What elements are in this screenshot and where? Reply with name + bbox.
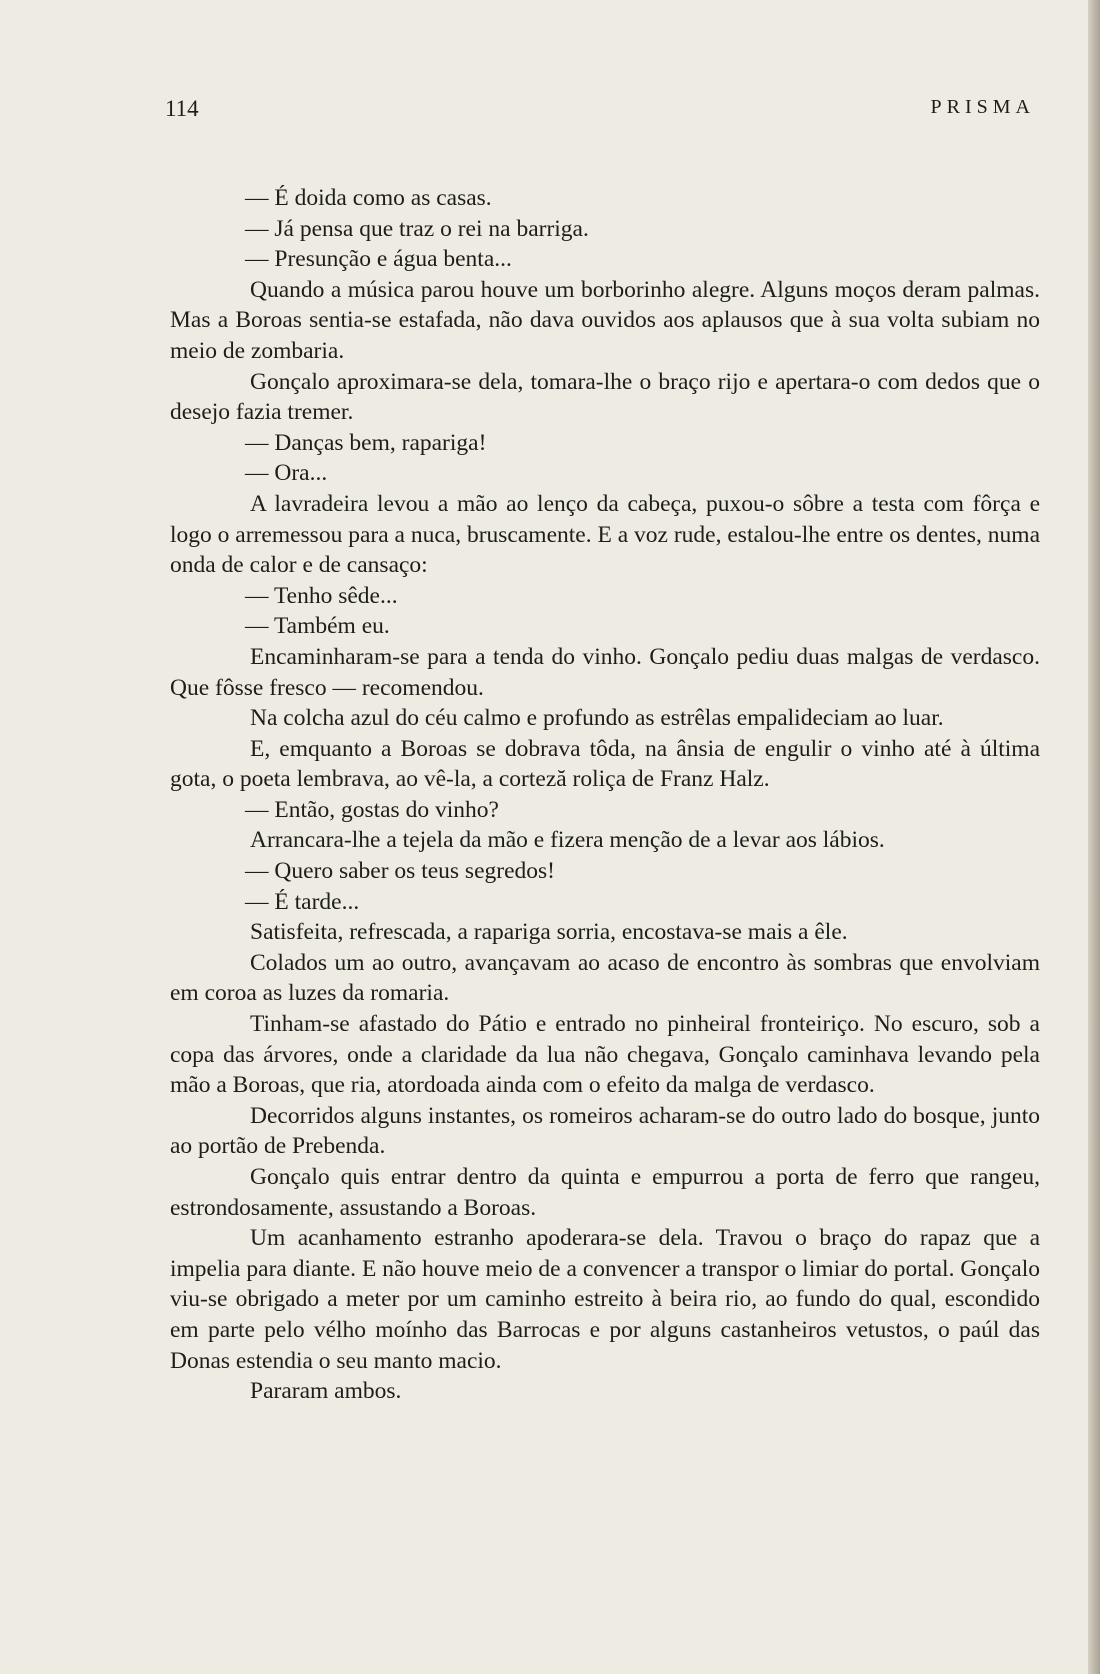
paragraph: Tinham-se afastado do Pátio e entrado no pinheiral fronteiriço. No escuro, sob a copa das árvores, onde a claridade da lua não chegava, Gonçalo caminhava levando pela mão a Boroas, que ria, atordoada ainda com o efeito da malga de verdasco. xyxy=(170,1011,1040,1099)
dialogue-line: — É doida como as casas. xyxy=(245,185,492,211)
dialogue-line: — Danças bem, rapariga! xyxy=(245,429,487,456)
paragraph: Quando a música parou houve um borborinho alegre. Alguns moços deram palmas. Mas a Boroas sentia-se estafada, não dava ouvidos aos aplausos que à sua volta subiam no meio de zombaria. xyxy=(170,276,1040,364)
dialogue-line: — Então, gostas do vinho? xyxy=(245,796,499,823)
paragraph: Colados um ao outro, avançavam ao acaso de encontro às sombras que envolviam em coroa as luzes da romaria. xyxy=(170,949,1040,1007)
paragraph: Gonçalo aproximara-se dela, tomara-lhe o braço rijo e apertara-o com dedos que o desejo fazia tremer. xyxy=(170,368,1040,426)
paragraph: A lavradeira levou a mão ao lenço da cabeça, puxou-o sôbre a testa com fôrça e logo o arremessou para a nuca, bruscamente. E a voz rude, estalou-lhe entre os dentes, numa onda de calor e de cansaço: xyxy=(170,490,1040,579)
paragraph: E, emquanto a Boroas se dobrava tôda, na ânsia de engulir o vinho até à última gota, o poeta lembrava, ao vê-la, a corteză roliça de Franz Halz. xyxy=(170,735,1040,793)
page-header xyxy=(165,88,1035,128)
page-number: 114 xyxy=(165,96,199,121)
dialogue-line: — É tarde... xyxy=(245,888,360,915)
dialogue-line: — Quero saber os teus segredos! xyxy=(245,858,555,885)
paragraph: Encaminharam-se para a tenda do vinho. Gonçalo pediu duas malgas de verdasco. Que fôsse fresco — recomendou. xyxy=(170,643,1040,701)
dialogue-line: — Também eu. xyxy=(245,613,390,640)
paragraph: Pararam ambos. xyxy=(250,1378,402,1405)
body-text xyxy=(170,183,1040,1407)
paragraph: Gonçalo quis entrar dentro da quinta e empurrou a porta de ferro que rangeu, estrondosamente, assustando a Boroas. xyxy=(170,1164,1040,1221)
paragraph: Um acanhamento estranho apoderara-se dela. Travou o braço do rapaz que a impelia para diante. E não houve meio de a convencer a transpor o limiar do portal. Gonçalo viu-se obrigado a meter por um caminho estreito à beira rio, ao fundo do qual, escondido em parte pelo vélho moínho das Barrocas e por alguns castanheiros vetustos, o paúl das Donas estendia o seu manto macio. xyxy=(170,1225,1040,1374)
paragraph: Decorridos alguns instantes, os romeiros acharam-se do outro lado do bosque, junto ao portão de Prebenda. xyxy=(170,1102,1040,1160)
paragraph: Na colcha azul do céu calmo e profundo as estrêlas empalideciam ao luar. xyxy=(250,705,944,732)
paragraph: Arrancara-lhe a tejela da mão e fizera menção de a levar aos lábios. xyxy=(250,827,885,854)
dialogue-line: — Já pensa que traz o rei na barriga. xyxy=(245,215,589,242)
page-edge xyxy=(1088,0,1100,1674)
dialogue-line: — Presunção e água benta... xyxy=(245,246,512,273)
running-title: PRISMA xyxy=(930,96,1035,118)
dialogue-line: — Ora... xyxy=(245,460,328,487)
dialogue-line: — Tenho sêde... xyxy=(245,582,398,609)
paragraph: Satisfeita, refrescada, a rapariga sorria, encostava-se mais a êle. xyxy=(250,919,848,946)
